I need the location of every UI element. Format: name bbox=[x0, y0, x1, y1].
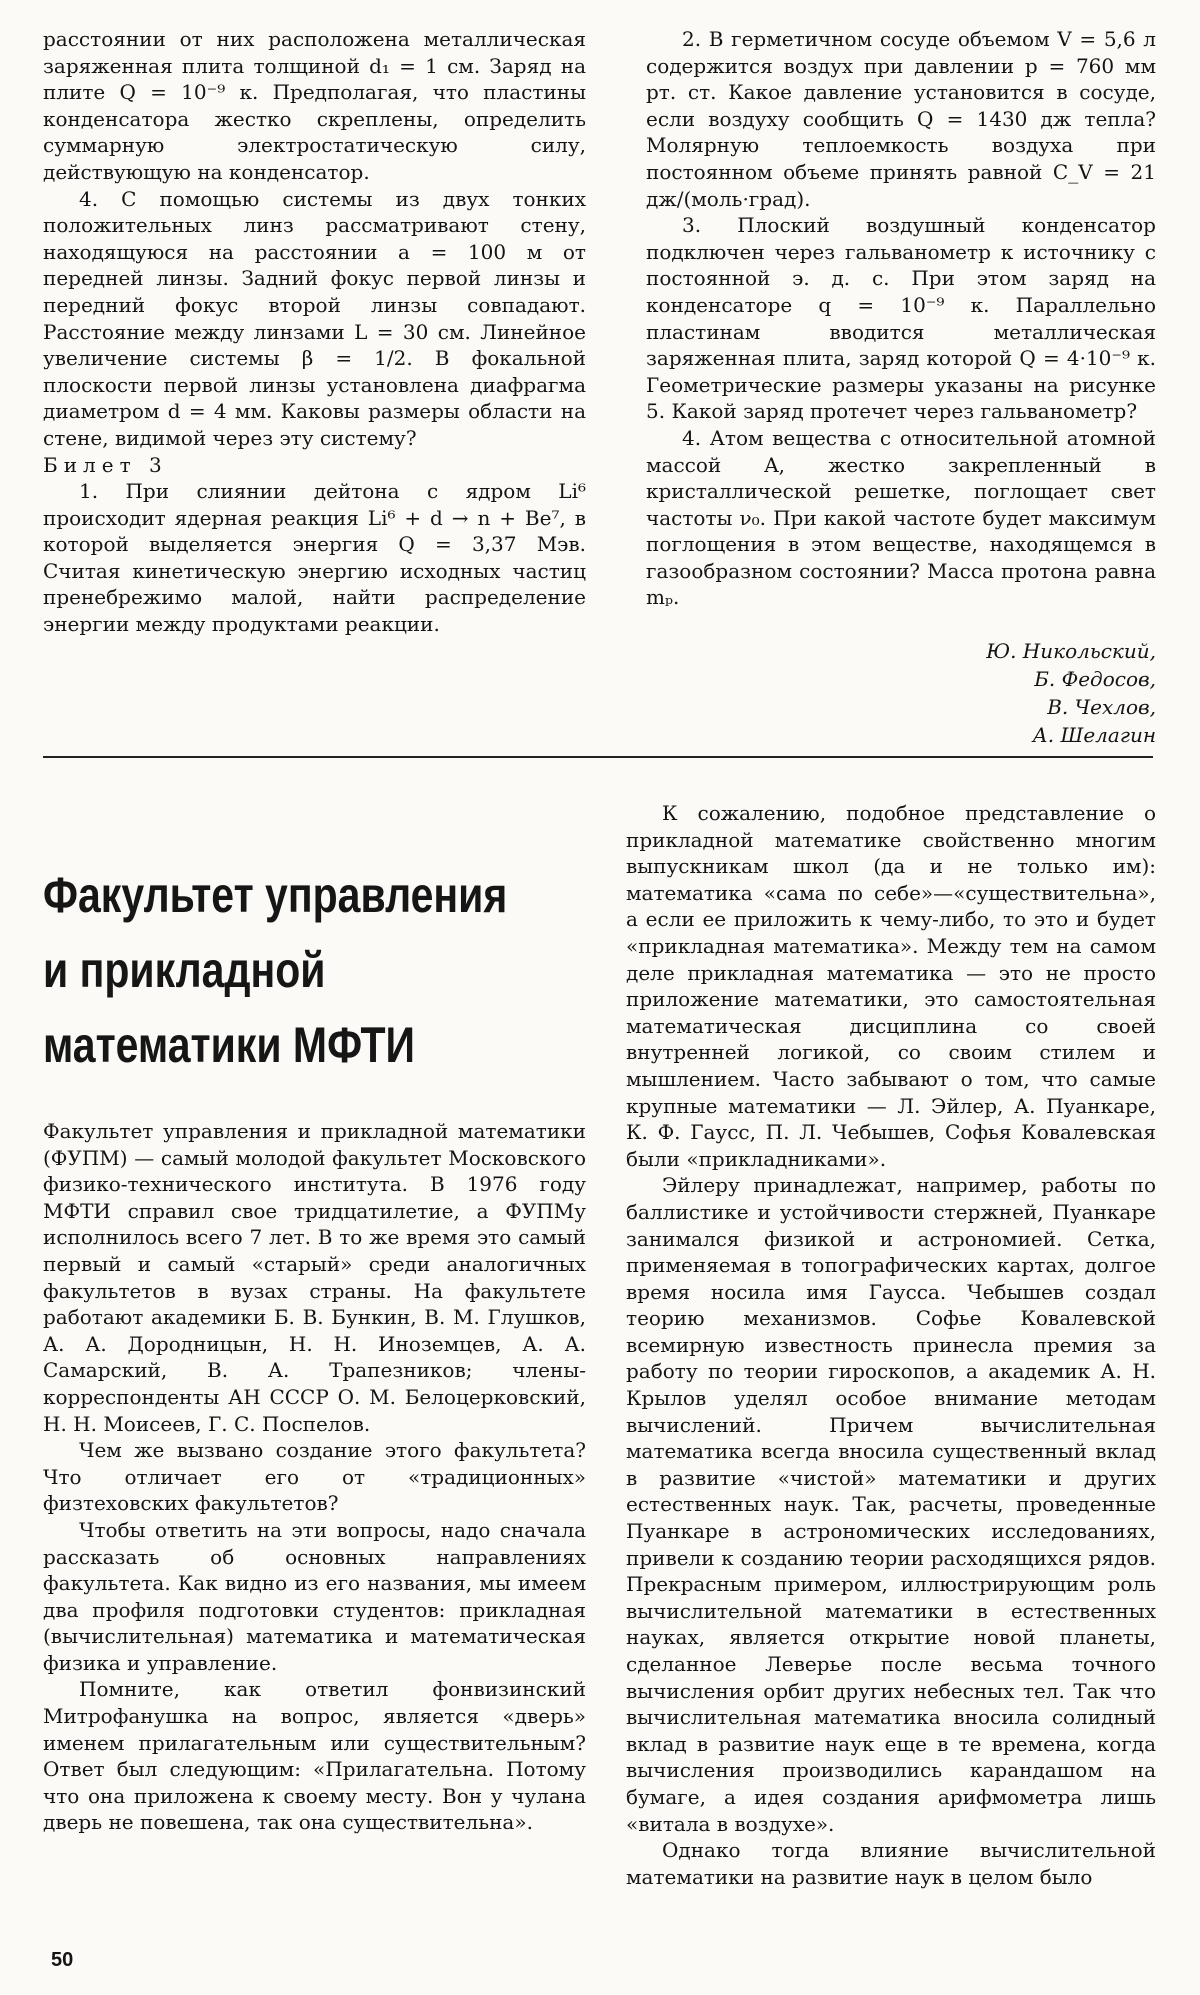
article-paragraph: К сожалению, подобное представление о прикладной математике свойственно многим выпускникам школ (да и не только им): математика «сама по себе»—«существительна», а если ее приложить к чему-либо, то это и будет «прикладная математика». Между тем на самом деле прикладная математика — это не просто приложение математики, это самостоятельная математическая дисциплина со своей внутренней логикой, со своим стилем и мышлением. Часто забывают о том, что самые крупные математики — Л. Эйлер, А. Пуанкаре, К. Ф. Гаусс, П. Л. Чебышев, Софья Ковалевская были «прикладниками». bbox=[626, 801, 1156, 1171]
section-divider bbox=[43, 756, 1153, 758]
top-left-column bbox=[43, 26, 586, 638]
author-name: Б. Федосов, bbox=[1034, 667, 1156, 692]
author-name: А. Шелагин bbox=[1032, 723, 1156, 748]
problem-1-ticket-3: 1. При слиянии дейтона с ядром Li⁶ происходит ядерная реакция Li⁶ + d → n + Be⁷, в которой выделяется энергия Q = 3,37 Мэв. Считая кинетическую энергию исходных частиц пренебрежимо малой, найти распределение энергии между продуктами реакции. bbox=[43, 479, 586, 637]
author-name: Ю. Никольский, bbox=[986, 639, 1156, 664]
article-title-line: и прикладной bbox=[43, 942, 326, 998]
author-name: В. Чехлов, bbox=[1047, 695, 1156, 720]
article-paragraph: Факультет управления и прикладной математики (ФУПМ) — самый молодой факультет Московского физико-технического института. В 1976 году МФТИ справил свое тридцатилетие, а ФУПМу исполнилось всего 7 лет. В то же время это самый первый и самый «старый» среди аналогичных факультетов в вузах страны. На факультете работают академики Б. В. Бункин, В. М. Глушков, А. А. Дородницын, Н. Н. Иноземцев, А. А. Самарский, В. А. Трапезников; члены-корреспонденты АН СССР О. М. Белоцерковский, Н. Н. Моисеев, Г. С. Поспелов. bbox=[43, 1119, 586, 1436]
problem-2: 2. В герметичном сосуде объемом V = 5,6 л содержится воздух при давлении p = 760 мм рт. ст. Какое давление установится в сосуде, если воздуху сообщить Q = 1430 дж тепла? Молярную теплоемкость воздуха при постоянном объеме принять равной C_V = 21 дж/(моль·град). bbox=[646, 27, 1156, 211]
article-title bbox=[43, 858, 508, 1083]
article-title-line: Факультет управления bbox=[43, 867, 508, 923]
ticket-heading: Билет 3 bbox=[43, 452, 168, 477]
top-right-column bbox=[646, 26, 1156, 749]
article-paragraph: Помните, как ответил фонвизинский Митрофанушка на вопрос, является «дверь» именем прилагательным или существительным? Ответ был следующим: «Прилагательна. Потому что она приложена к своему месту. Вон у чулана дверь не повешена, так она существительна». bbox=[43, 1677, 586, 1835]
page-number: 50 bbox=[51, 1949, 74, 1971]
article-paragraph: Чем же вызвано создание этого факультета? Что отличает его от «традиционных» физтеховских факультетов? bbox=[43, 1438, 586, 1516]
article-title-line: математики МФТИ bbox=[43, 1017, 416, 1073]
article-right-column bbox=[626, 800, 1156, 1890]
author-signatures bbox=[646, 637, 1156, 749]
article-paragraph: Однако тогда влияние вычислительной математики на развитие наук в целом было bbox=[626, 1838, 1156, 1889]
problem-3: 3. Плоский воздушный конденсатор подключен через гальванометр к источнику с постоянной э. д. с. При этом заряд на конденсаторе q = 10⁻⁹ к. Параллельно пластинам вводится металлическая заряженная плита, заряд которой Q = 4·10⁻⁹ к. Геометрические размеры указаны на рисунке 5. Какой заряд протечет через гальванометр? bbox=[646, 213, 1156, 424]
problem-4: 4. Атом вещества с относительной атомной массой A, жестко закрепленный в кристаллической решетке, поглощает свет частоты ν₀. При какой частоте будет максимум поглощения в этом веществе, находящемся в газообразном состоянии? Масса протона равна mₚ. bbox=[646, 425, 1156, 610]
problem-4-ticket-2: 4. С помощью системы из двух тонких положительных линз рассматривают стену, находящуюся на расстоянии a = 100 м от передней линзы. Задний фокус первой линзы и передний фокус второй линзы совпадают. Расстояние между линзами L = 30 см. Линейное увеличение системы β = 1/2. В фокальной плоскости первой линзы установлена диафрагма диаметром d = 4 мм. Каковы размеры области на стене, видимой через эту систему? bbox=[43, 186, 586, 450]
article-paragraph: Чтобы ответить на эти вопросы, надо сначала рассказать об основных направлениях факультета. Как видно из его названия, мы имеем два профиля подготовки студентов: прикладная (вычислительная) математика и математическая физика и управление. bbox=[43, 1517, 586, 1675]
article-paragraph: Эйлеру принадлежат, например, работы по баллистике и устойчивости стержней, Пуанкаре занимался физикой и астрономией. Сетка, применяемая в топографических картах, долгое время носила имя Гаусса. Чебышев создал теорию механизмов. Софье Ковалевской всемирную известность принесла премия за работу по теории гироскопов, а академик А. Н. Крылов уделял особое внимание методам вычислений. Причем вычислительная математика всегда вносила существенный вклад в развитие «чистой» математики и других естественных наук. Так, расчеты, проведенные Пуанкаре в астрономических исследованиях, привели к созданию теории расходящихся рядов. Прекрасным примером, иллюстрирующим роль вычислительной математики в естественных науках, является открытие новой планеты, сделанное Леверье после весьма точного вычисления орбит других небесных тел. Так что вычислительная математика вносила солидный вклад в развитие наук еще в те времена, когда вычисления производились карандашом на бумаге, а идея создания арифмометра лишь «витала в воздухе». bbox=[626, 1173, 1156, 1836]
article-left-column bbox=[43, 1118, 586, 1836]
problem-continuation: расстоянии от них расположена металлическая заряженная плита толщиной d₁ = 1 см. Заряд на плите Q = 10⁻⁹ к. Предполагая, что пластины конденсатора жестко скреплены, определить суммарную электростатическую силу, действующую на конденсатор. bbox=[43, 27, 586, 184]
